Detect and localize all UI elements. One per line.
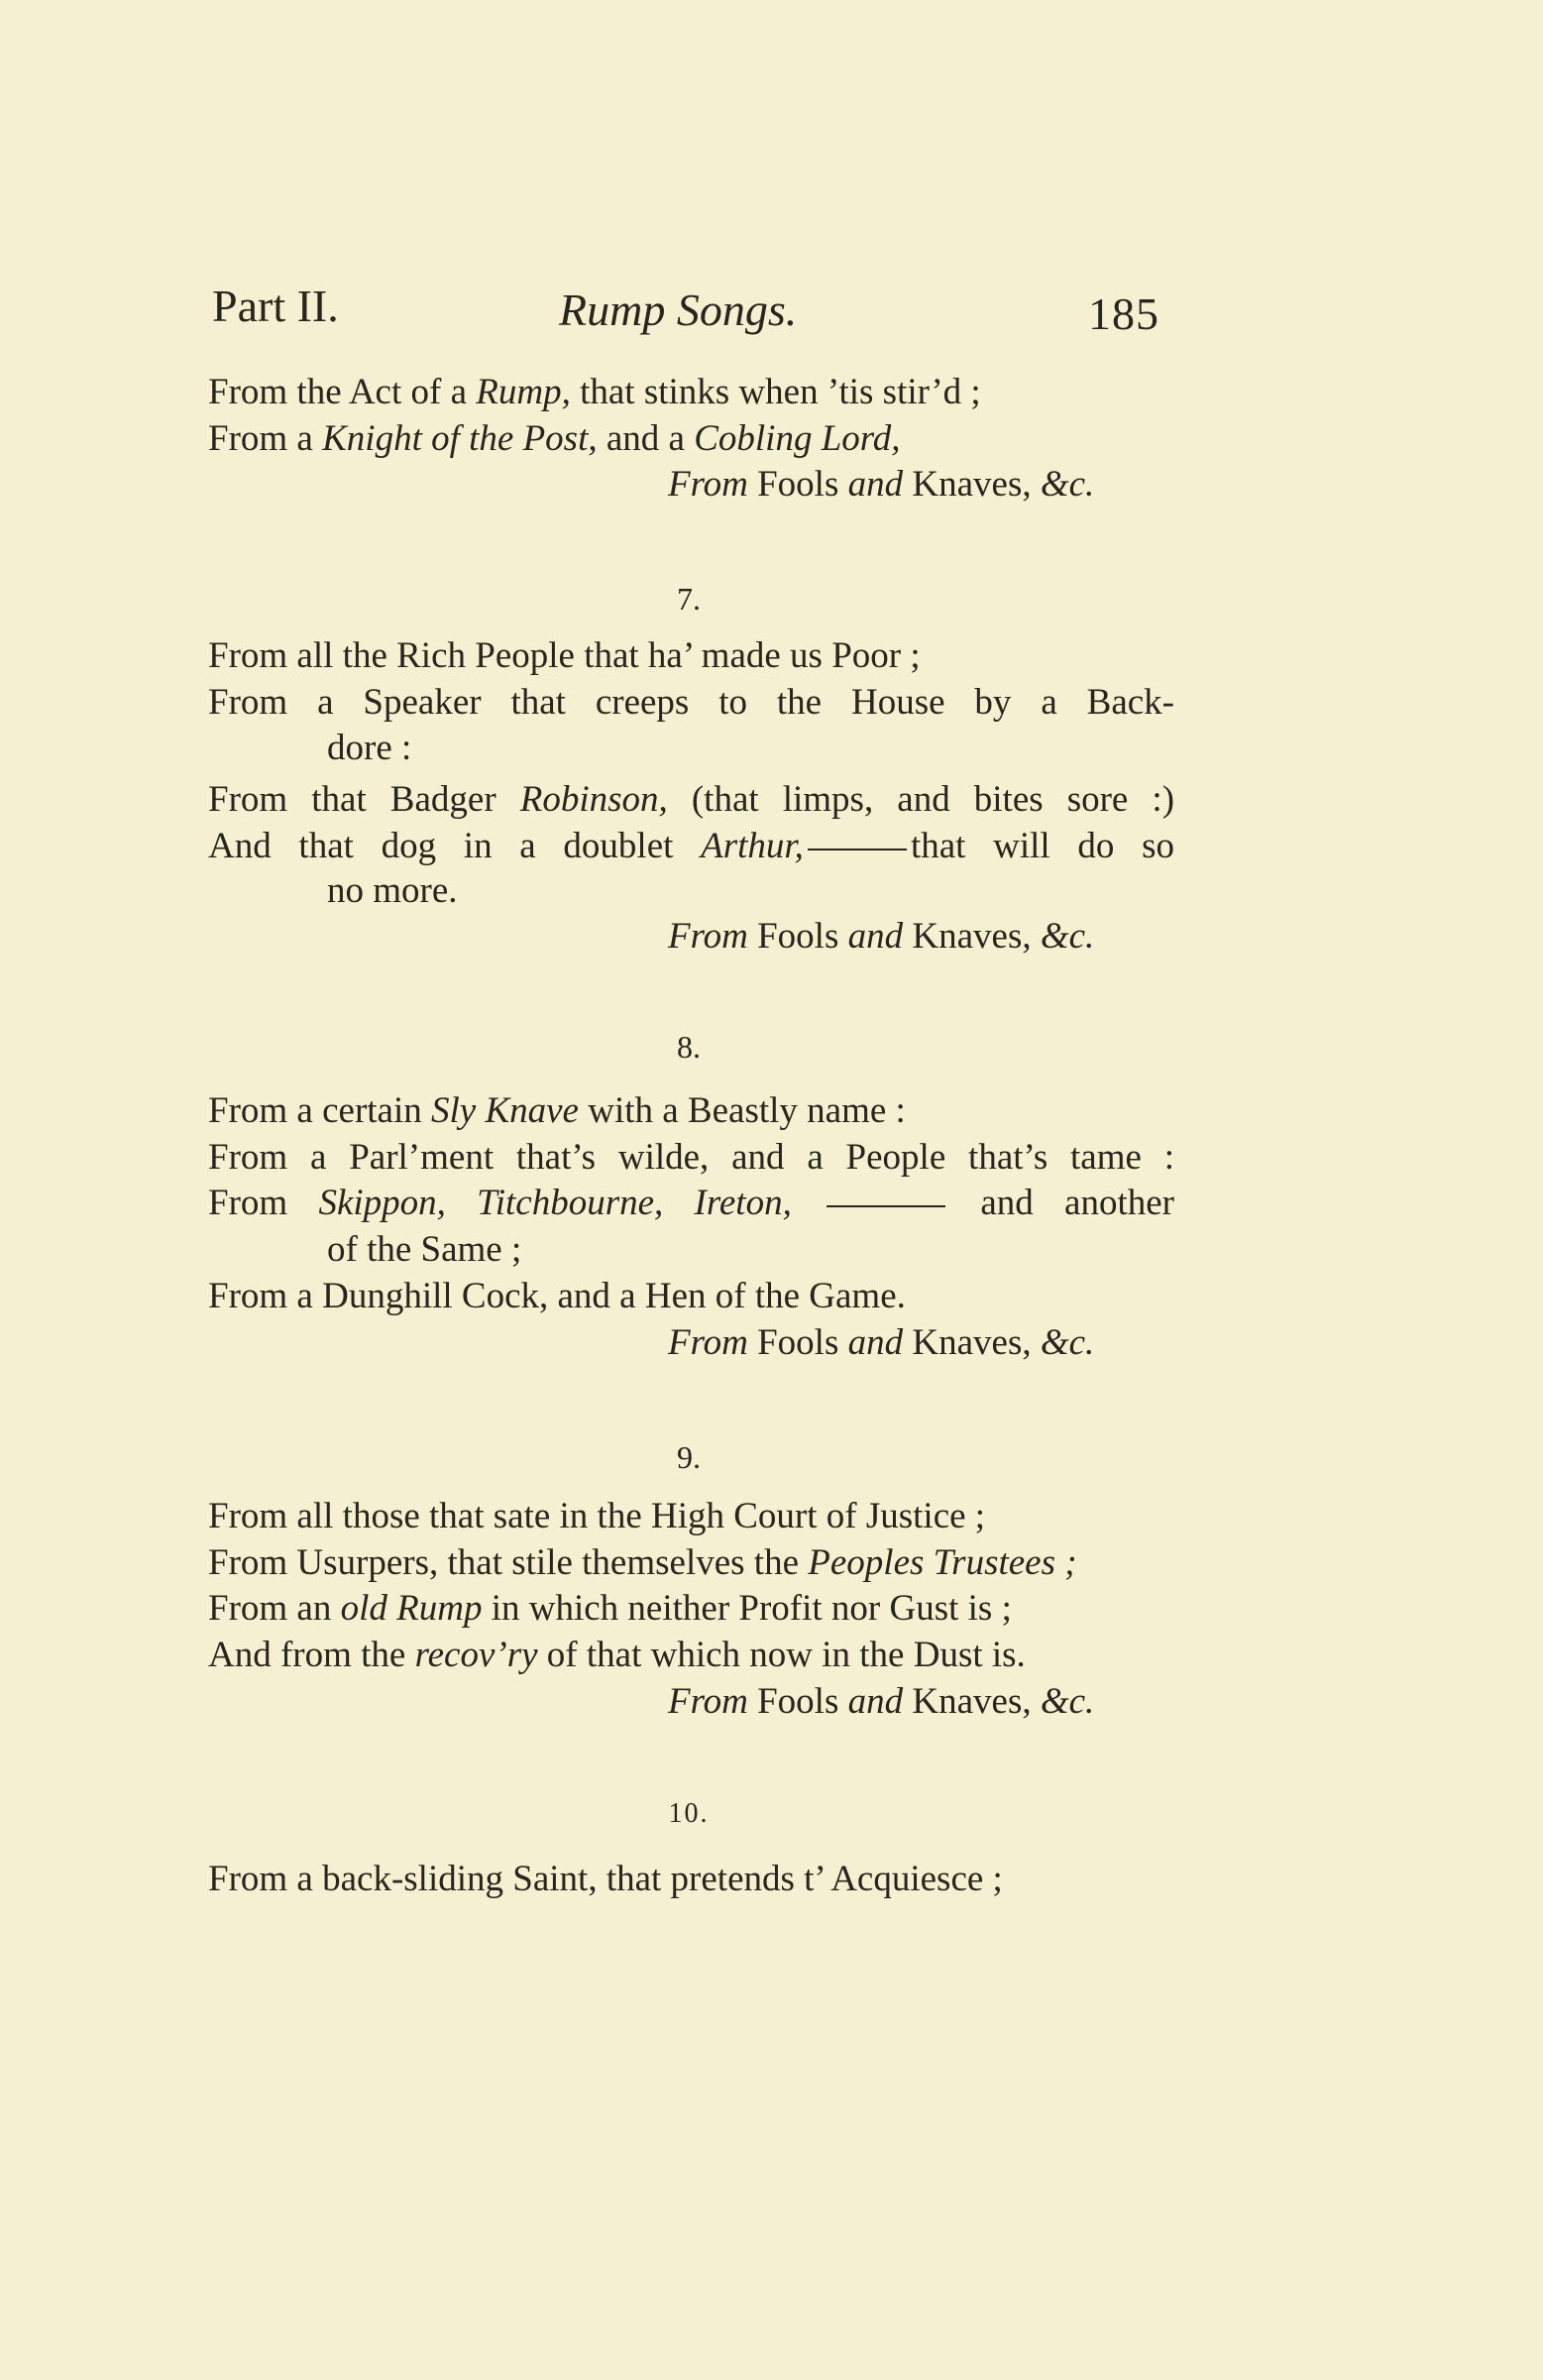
verse-line: From a Speaker that creeps to the House by a Back- bbox=[208, 682, 1174, 723]
verse-line: And from the recov’ry of that which now in the Dust is. bbox=[208, 1635, 1026, 1675]
stanza-number: 8. bbox=[677, 1029, 701, 1065]
verse-line: From all the Rich People that ha’ made us Poor ; bbox=[208, 635, 921, 676]
verse-line: From a Knight of the Post, and a Cobling Lord, bbox=[208, 418, 901, 459]
stanza-number: 7. bbox=[677, 581, 701, 617]
part-label: Part II. bbox=[212, 281, 339, 331]
stanza-number: 9. bbox=[677, 1439, 701, 1475]
refrain-line: From Fools and Knaves, &c. bbox=[668, 1681, 1095, 1722]
verse-line-continuation: of the Same ; bbox=[327, 1229, 522, 1270]
refrain-line: From Fools and Knaves, &c. bbox=[668, 1322, 1095, 1363]
verse-line: From a Dunghill Cock, and a Hen of the Game. bbox=[208, 1276, 906, 1316]
verse-line: From a back-sliding Saint, that pretends t’ Acquiesce ; bbox=[208, 1859, 1003, 1899]
verse-line: From a Parl’ment that’s wilde, and a People that’s tame : bbox=[208, 1137, 1174, 1178]
em-dash bbox=[808, 849, 907, 850]
refrain-line: From Fools and Knaves, &c. bbox=[668, 916, 1095, 957]
verse-line: From an old Rump in which neither Profit nor Gust is ; bbox=[208, 1588, 1012, 1629]
em-dash bbox=[827, 1205, 945, 1207]
refrain-line: From Fools and Knaves, &c. bbox=[668, 464, 1095, 505]
verse-line: And that dog in a doublet Arthur, that will do so bbox=[208, 826, 1174, 866]
stanza-number: 10. bbox=[668, 1798, 710, 1829]
verse-line: From all those that sate in the High Court of Justice ; bbox=[208, 1496, 986, 1536]
running-title: Rump Songs. bbox=[559, 284, 798, 335]
verse-line: From a certain Sly Knave with a Beastly name : bbox=[208, 1090, 906, 1131]
verse-line-continuation: no more. bbox=[327, 870, 458, 911]
running-header bbox=[212, 280, 1159, 349]
verse-line: From that Badger Robinson, (that limps, and bites sore :) bbox=[208, 779, 1175, 820]
verse-line: From Usurpers, that stile themselves the Peoples Trustees ; bbox=[208, 1542, 1077, 1583]
verse-line: From Skippon, Titchbourne, Ireton, and another bbox=[208, 1183, 1175, 1223]
verse-line: From the Act of a Rump, that stinks when ’tis stir’d ; bbox=[208, 372, 981, 412]
page-number: 185 bbox=[1088, 288, 1159, 339]
verse-line-continuation: dore : bbox=[327, 728, 412, 768]
